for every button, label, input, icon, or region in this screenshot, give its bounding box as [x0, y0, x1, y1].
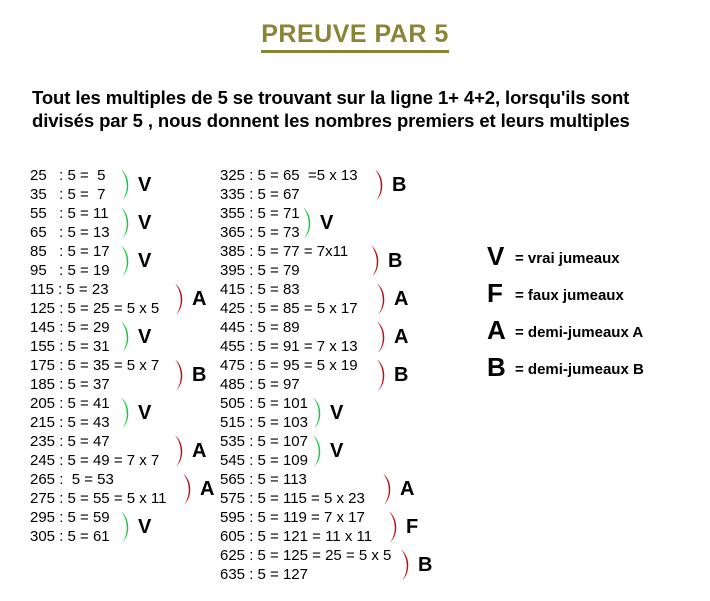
equation-text: 335 : 5 = 67 [220, 186, 300, 203]
legend-description: = faux jumeaux [515, 287, 624, 304]
group-marker-letter: V [138, 174, 152, 196]
equation-row [220, 337, 480, 356]
equation-text: 265 : 5 = 53 [30, 471, 114, 488]
legend-row [487, 316, 697, 353]
group-marker-letter: V [330, 402, 344, 424]
equation-text: 155 : 5 = 31 [30, 338, 110, 355]
equation-row [220, 527, 480, 546]
equation-row [30, 166, 215, 185]
equation-row [220, 470, 480, 489]
group-marker-letter: V [138, 402, 152, 424]
equation-text: 185 : 5 = 37 [30, 376, 110, 393]
group-marker-letter: A [192, 288, 207, 310]
intro-paragraph: Tout les multiples de 5 se trouvant sur la ligne 1+ 4+2, lorsqu'ils sont divisés par 5 , nous donnent les nombres premiers et leurs multiples [32, 87, 630, 131]
equation-row [30, 470, 215, 489]
equation-row [220, 546, 480, 565]
equation-row [30, 185, 215, 204]
legend-key-v: V [487, 241, 505, 271]
equation-text: 515 : 5 = 103 [220, 414, 308, 431]
group-marker-letter: V [138, 250, 152, 272]
equation-text: 535 : 5 = 107 [220, 433, 308, 450]
group-marker-letter: F [406, 516, 419, 538]
legend-description: = demi-jumeaux B [515, 361, 644, 378]
equation-row [30, 489, 215, 508]
equation-text: 605 : 5 = 121 = 11 x 11 [220, 528, 373, 545]
equation-text: 475 : 5 = 95 = 5 x 19 [220, 357, 358, 374]
page-title [0, 20, 710, 53]
equation-row [220, 451, 480, 470]
legend [487, 242, 697, 390]
equation-row [220, 413, 480, 432]
equation-row [30, 356, 215, 375]
group-marker-letter: A [192, 440, 207, 462]
equation-row [220, 280, 480, 299]
equation-row [30, 261, 215, 280]
equation-text: 85 : 5 = 17 [30, 243, 110, 260]
equation-row [220, 356, 480, 375]
equation-text: 415 : 5 = 83 [220, 281, 300, 298]
equations-column-left [30, 166, 215, 546]
equation-text: 455 : 5 = 91 = 7 x 13 [220, 338, 358, 355]
group-marker-letter: V [138, 326, 152, 348]
equation-row [220, 242, 480, 261]
equation-row [220, 166, 480, 185]
group-marker-letter: B [392, 174, 407, 196]
equation-text: 95 : 5 = 19 [30, 262, 110, 279]
group-marker-letter: V [138, 516, 152, 538]
equation-row [30, 318, 215, 337]
equation-text: 25 : 5 = 5 [30, 167, 106, 184]
equation-text: 505 : 5 = 101 [220, 395, 308, 412]
equation-text: 35 : 5 = 7 [30, 186, 106, 203]
group-marker-letter: A [200, 478, 215, 500]
equation-row [30, 394, 215, 413]
equation-row [30, 280, 215, 299]
legend-row [487, 279, 697, 316]
equation-text: 235 : 5 = 47 [30, 433, 110, 450]
equation-text: 245 : 5 = 49 = 7 x 7 [30, 452, 160, 469]
legend-key-b: B [487, 352, 506, 382]
equation-row [220, 375, 480, 394]
equation-text: 145 : 5 = 29 [30, 319, 110, 336]
equation-text: 115 : 5 = 23 [30, 281, 109, 298]
equation-text: 305 : 5 = 61 [30, 528, 110, 545]
equation-row [30, 242, 215, 261]
equation-text: 445 : 5 = 89 [220, 319, 300, 336]
legend-description: = vrai jumeaux [515, 250, 620, 267]
group-marker-letter: V [138, 212, 152, 234]
equation-text: 395 : 5 = 79 [220, 262, 300, 279]
equation-row [220, 394, 480, 413]
page-title-text: PREUVE PAR 5 [261, 20, 449, 53]
equation-row [30, 432, 215, 451]
equation-row [220, 508, 480, 527]
equation-text: 355 : 5 = 71 [220, 205, 300, 222]
equation-row [30, 508, 215, 527]
equation-row [30, 375, 215, 394]
equation-row [30, 451, 215, 470]
equation-row [220, 223, 480, 242]
equation-row [220, 432, 480, 451]
equation-row [220, 204, 480, 223]
equation-row [220, 489, 480, 508]
equation-text: 325 : 5 = 65 =5 x 13 [220, 167, 358, 184]
equation-row [30, 337, 215, 356]
equation-row [220, 261, 480, 280]
equation-text: 565 : 5 = 113 [220, 471, 307, 488]
legend-description: = demi-jumeaux A [515, 324, 644, 341]
group-marker-letter: A [394, 326, 409, 348]
equation-row [30, 527, 215, 546]
equation-text: 575 : 5 = 115 = 5 x 23 [220, 490, 365, 507]
equation-text: 625 : 5 = 125 = 25 = 5 x 5 [220, 547, 392, 564]
equation-text: 215 : 5 = 43 [30, 414, 110, 431]
legend-key-f: F [487, 278, 503, 308]
equation-row [220, 185, 480, 204]
group-marker-letter: B [394, 364, 409, 386]
equation-text: 545 : 5 = 109 [220, 452, 308, 469]
equation-row [30, 299, 215, 318]
legend-row [487, 242, 697, 279]
equation-row [30, 223, 215, 242]
group-marker-letter: B [418, 554, 433, 576]
equation-row [220, 565, 480, 584]
group-marker-letter: B [192, 364, 207, 386]
legend-row [487, 353, 697, 390]
group-marker-letter: A [394, 288, 409, 310]
equation-text: 205 : 5 = 41 [30, 395, 110, 412]
group-marker-letter: A [400, 478, 415, 500]
equation-text: 385 : 5 = 77 = 7x11 [220, 243, 349, 260]
equation-text: 595 : 5 = 119 = 7 x 17 [220, 509, 365, 526]
equation-row [30, 413, 215, 432]
equation-text: 275 : 5 = 55 = 5 x 11 [30, 490, 167, 507]
equation-text: 365 : 5 = 73 [220, 224, 300, 241]
equations-column-right [220, 166, 480, 584]
equation-row [220, 299, 480, 318]
equation-row [30, 204, 215, 223]
group-marker-letter: V [320, 212, 334, 234]
group-marker-letter: B [388, 250, 403, 272]
equation-text: 635 : 5 = 127 [220, 566, 308, 583]
legend-key-a: A [487, 315, 506, 345]
equation-text: 295 : 5 = 59 [30, 509, 110, 526]
equation-text: 175 : 5 = 35 = 5 x 7 [30, 357, 160, 374]
equation-text: 425 : 5 = 85 = 5 x 17 [220, 300, 358, 317]
equation-text: 485 : 5 = 97 [220, 376, 300, 393]
equation-text: 65 : 5 = 13 [30, 224, 110, 241]
equation-row [220, 318, 480, 337]
group-marker-letter: V [330, 440, 344, 462]
equation-text: 125 : 5 = 25 = 5 x 5 [30, 300, 160, 317]
equation-text: 55 : 5 = 11 [30, 205, 109, 222]
